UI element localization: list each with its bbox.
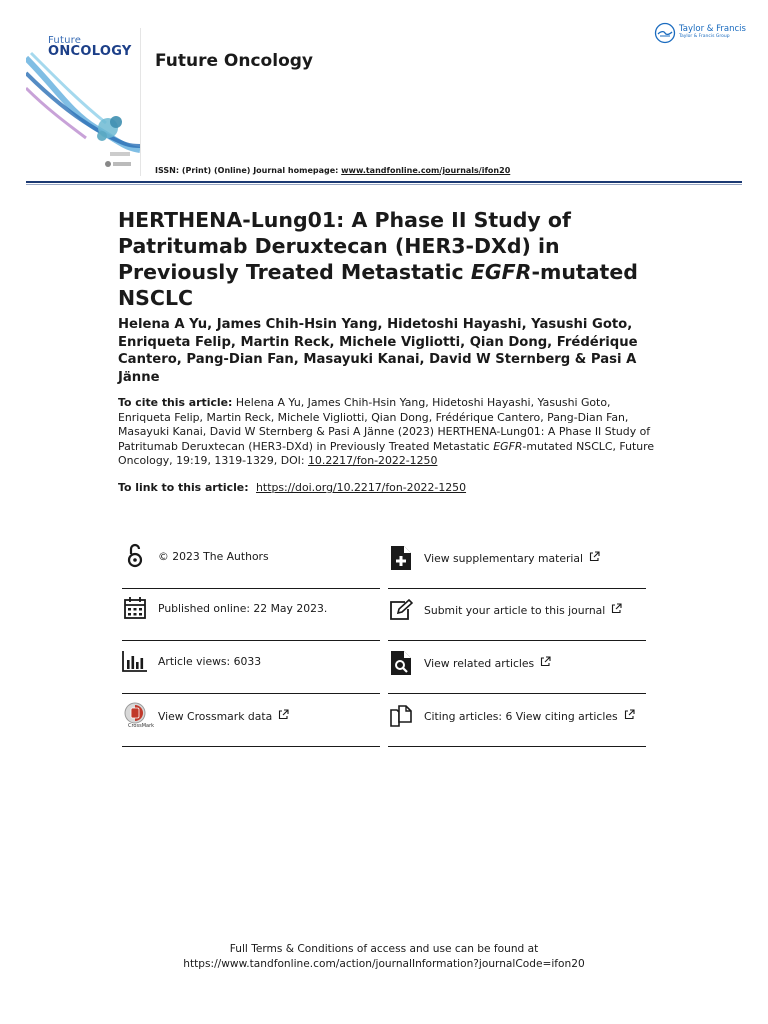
publisher-logo-icon bbox=[654, 22, 676, 44]
citation-label: To cite this article: bbox=[118, 396, 233, 409]
citing-articles-link[interactable] bbox=[388, 690, 635, 742]
cover-title-top: Future bbox=[48, 35, 82, 46]
published-date: Published online: 22 May 2023. bbox=[158, 601, 328, 615]
article-link-label: To link to this article: bbox=[118, 481, 249, 494]
supplementary-label: View supplementary material bbox=[424, 551, 584, 565]
submit-article-label: Submit your article to this journal bbox=[424, 603, 606, 617]
related-articles-label: View related articles bbox=[424, 656, 535, 670]
citing-articles-label: Citing articles: 6 View citing articles bbox=[424, 709, 618, 723]
article-link-line bbox=[118, 481, 466, 494]
citation-block: To cite this article: Helena A Yu, James Chih-Hsin Yang, Hidetoshi Hayashi, Yasushi Goto, Enriqueta Felip, Martin Reck, Michele Vigliotti, Qian Dong, Frédérique Cantero, Pang-Dian Fan, Masayuki Kanai, David W Sternberg & Pasi A Jänne (2023) HERTHENA-Lung01: A Phase II Study of Patritumab Deruxtecan (HER3-DXd) in Previously Treated Metastatic EGFR-mutated NSCLC, Future Oncology, 19:19, 1319-1329, DOI: 10.2217/fon-2022-1250 bbox=[118, 396, 655, 468]
header-divider-thin bbox=[26, 184, 742, 185]
grid-divider bbox=[388, 746, 646, 747]
submit-article-link[interactable] bbox=[388, 584, 622, 636]
crossmark-link[interactable] bbox=[122, 690, 289, 742]
calendar-icon bbox=[122, 595, 148, 621]
related-articles-link[interactable] bbox=[388, 637, 551, 689]
terms-url[interactable]: https://www.tandfonline.com/action/journalInformation?journalCode=ifon20 bbox=[183, 957, 585, 970]
crossmark-caption: CrossMark bbox=[128, 723, 155, 729]
citing-articles-icon bbox=[388, 703, 414, 729]
cover-title-name: ONCOLOGY bbox=[48, 44, 132, 59]
terms-footer bbox=[0, 942, 768, 971]
open-access-icon bbox=[122, 543, 148, 569]
crossmark-label: View Crossmark data bbox=[158, 709, 273, 723]
external-link-icon bbox=[540, 656, 551, 670]
external-link-icon bbox=[278, 709, 289, 723]
terms-line-1: Full Terms & Conditions of access and use can be found at bbox=[229, 943, 539, 955]
bar-chart-icon bbox=[122, 648, 148, 674]
external-link-icon bbox=[624, 709, 635, 723]
related-articles-icon bbox=[388, 650, 414, 676]
publisher-group: Taylor & Francis Group bbox=[679, 34, 730, 39]
supplementary-icon bbox=[388, 545, 414, 571]
doi-link[interactable]: 10.2217/fon-2022-1250 bbox=[308, 454, 438, 468]
external-link-icon bbox=[611, 603, 622, 617]
open-access-info bbox=[122, 530, 269, 582]
header-divider bbox=[26, 181, 742, 183]
article-authors: Helena A Yu, James Chih-Hsin Yang, Hidetoshi Hayashi, Yasushi Goto, Enriqueta Felip, Martin Reck, Michele Vigliotti, Qian Dong, Frédérique Cantero, Pang-Dian Fan, Masayuki Kanai, David W Sternberg & Pasi A Jänne bbox=[118, 317, 638, 385]
external-link-icon bbox=[589, 551, 600, 565]
article-title: HERTHENA-Lung01: A Phase II Study of Patritumab Deruxtecan (HER3-DXd) in Previously Treated Metastatic EGFR-mutated NSCLC bbox=[118, 208, 638, 310]
published-info bbox=[122, 582, 327, 634]
article-views: Article views: 6033 bbox=[158, 654, 262, 668]
supplementary-link[interactable] bbox=[388, 532, 600, 584]
article-link-url[interactable]: https://doi.org/10.2217/fon-2022-1250 bbox=[256, 481, 467, 494]
issn-line bbox=[155, 166, 510, 175]
journal-cover-image bbox=[26, 28, 141, 176]
journal-name: Future Oncology bbox=[155, 51, 313, 71]
journal-homepage-link[interactable]: www.tandfonline.com/journals/ifon20 bbox=[341, 166, 511, 175]
edit-icon bbox=[388, 597, 414, 623]
publisher-logo[interactable] bbox=[654, 22, 746, 44]
views-info bbox=[122, 635, 261, 687]
grid-divider bbox=[122, 746, 380, 747]
issn-label: ISSN: (Print) (Online) Journal homepage: bbox=[155, 166, 339, 175]
copyright-text: © 2023 The Authors bbox=[158, 549, 269, 563]
publisher-name: Taylor & Francis bbox=[679, 24, 746, 34]
